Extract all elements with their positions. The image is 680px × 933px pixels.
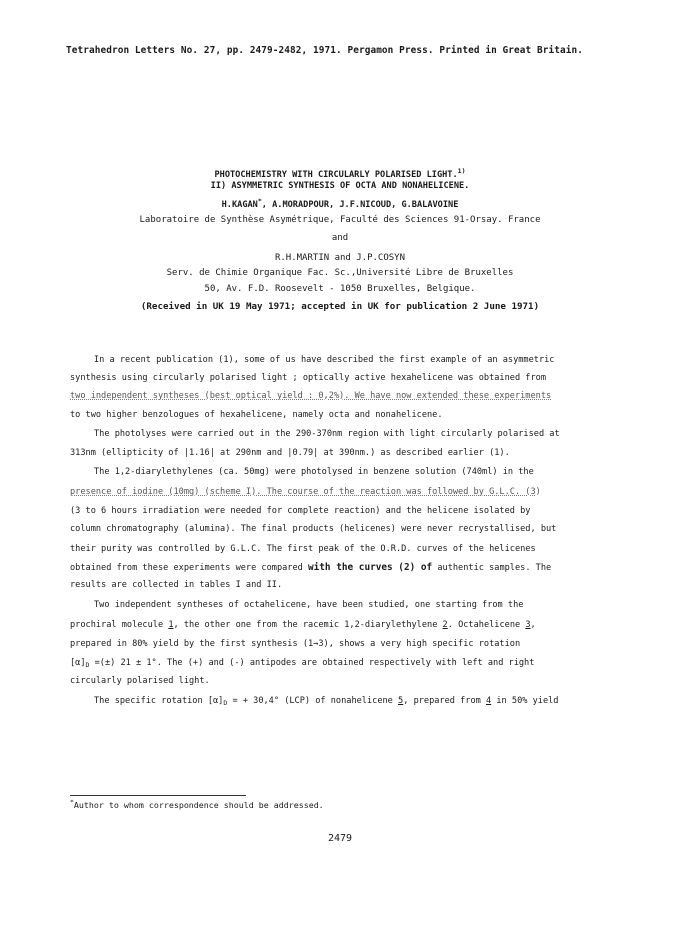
body-line: The photolyses were carried out in the 290-370nm region with light circularly polarised at [94, 429, 560, 439]
body-line: Two independent syntheses of octahelicene, have been studied, one starting from the [94, 600, 524, 610]
compound-number: 3 [525, 620, 531, 630]
body-line: (3 to 6 hours irradiation were needed for complete reaction) and the helicene isolated by [70, 506, 531, 516]
received-dates: (Received in UK 19 May 1971; accepted in UK for publication 2 June 1971) [140, 301, 540, 312]
body-line: their purity was controlled by G.L.C. The first peak of the O.R.D. curves of the helicenes [70, 544, 536, 554]
affiliation-1: Laboratoire de Synthèse Asymétrique, Faculté des Sciences 91-Orsay. France [139, 215, 541, 225]
article-title-line-2: II) ASYMMETRIC SYNTHESIS OF OCTA AND NONAHELICENE. [210, 181, 470, 191]
body-line: The 1,2-diarylethylenes (ca. 50mg) were photolysed in benzene solution (740ml) in the [94, 467, 534, 477]
body-line: column chromatography (alumina). The final products (helicenes) were never recrystallised, but [70, 524, 557, 534]
compound-number: 5 [398, 696, 404, 706]
body-line: prochiral molecule 1, the other one from the racemic 1,2-diarylethylene 2. Octahelicene 3, [70, 620, 536, 630]
body-line: prepared in 80% yield by the first synthesis (1→3), shows a very high specific rotation [70, 639, 521, 649]
title-text-1: PHOTOCHEMISTRY WITH CIRCULARLY POLARISED LIGHT. [214, 170, 458, 180]
body-line: circularly polarised light. [70, 676, 210, 686]
title-footnote-ref: 1) [457, 167, 466, 175]
compound-number: 1 [168, 620, 174, 630]
article-title-line-1 [0, 167, 680, 180]
body-line: The specific rotation $[\alpha]_D$ = + 30,4° (LCP) of nonahelicene 5, prepared from 4 in 50% yield [94, 696, 559, 707]
title-text-2: II) ASYMMETRIC SYNTHESIS OF OCTA AND NONAHELICENE [210, 181, 465, 191]
body-line: obtained from these experiments were compared with the curves (2) of authentic samples. The [70, 562, 552, 573]
body-line: results are collected in tables I and II. [70, 580, 283, 590]
journal-citation-header: Tetrahedron Letters No. 27, pp. 2479-2482, 1971. Pergamon Press. Printed in Great Britain. [66, 45, 583, 56]
body-line: $[\alpha]_D$ =(±) 21 ± 1°. The (+) and (-) antipodes are obtained respectively with left and right [70, 658, 535, 669]
corresponding-author-star: * [257, 197, 262, 205]
affiliation-2-line-2: 50, Av. F.D. Roosevelt - 1050 Bruxelles, Belgique. [204, 284, 476, 294]
compound-number: 2 [442, 620, 448, 630]
compound-number: 4 [486, 696, 492, 706]
and-separator: and [331, 233, 349, 243]
authors-line-2: R.H.MARTIN and J.P.COSYN [274, 253, 406, 263]
authors-line-1: H.KAGAN*, A.MORADPOUR, J.F.NICOUD, G.BALAVOINE [221, 197, 459, 210]
body-line: to two higher benzologues of hexahelicene, namely octa and nonahelicene. [70, 410, 443, 420]
body-line: synthesis using circularly polarised light ; optically active hexahelicene was obtained from [70, 373, 546, 383]
body-line: 313nm (ellipticity of |1.16| at 290nm and |0.79| at 390nm.) as described earlier (1). [70, 448, 510, 458]
affiliation-2-line-1: Serv. de Chimie Organique Fac. Sc.,Université Libre de Bruxelles [166, 268, 514, 278]
body-line: presence of iodine (10mg) (scheme I). The course of the reaction was followed by G.L.C. (3) [70, 487, 541, 497]
body-line: two independent syntheses (best optical yield : 0,2%). We have now extended these experiments [70, 391, 552, 401]
footnote-divider [70, 795, 246, 796]
page-number: 2479 [327, 833, 353, 844]
body-line: In a recent publication (1), some of us have described the first example of an asymmetric [94, 355, 555, 365]
footnote: *Author to whom correspondence should be addressed. [70, 798, 324, 810]
